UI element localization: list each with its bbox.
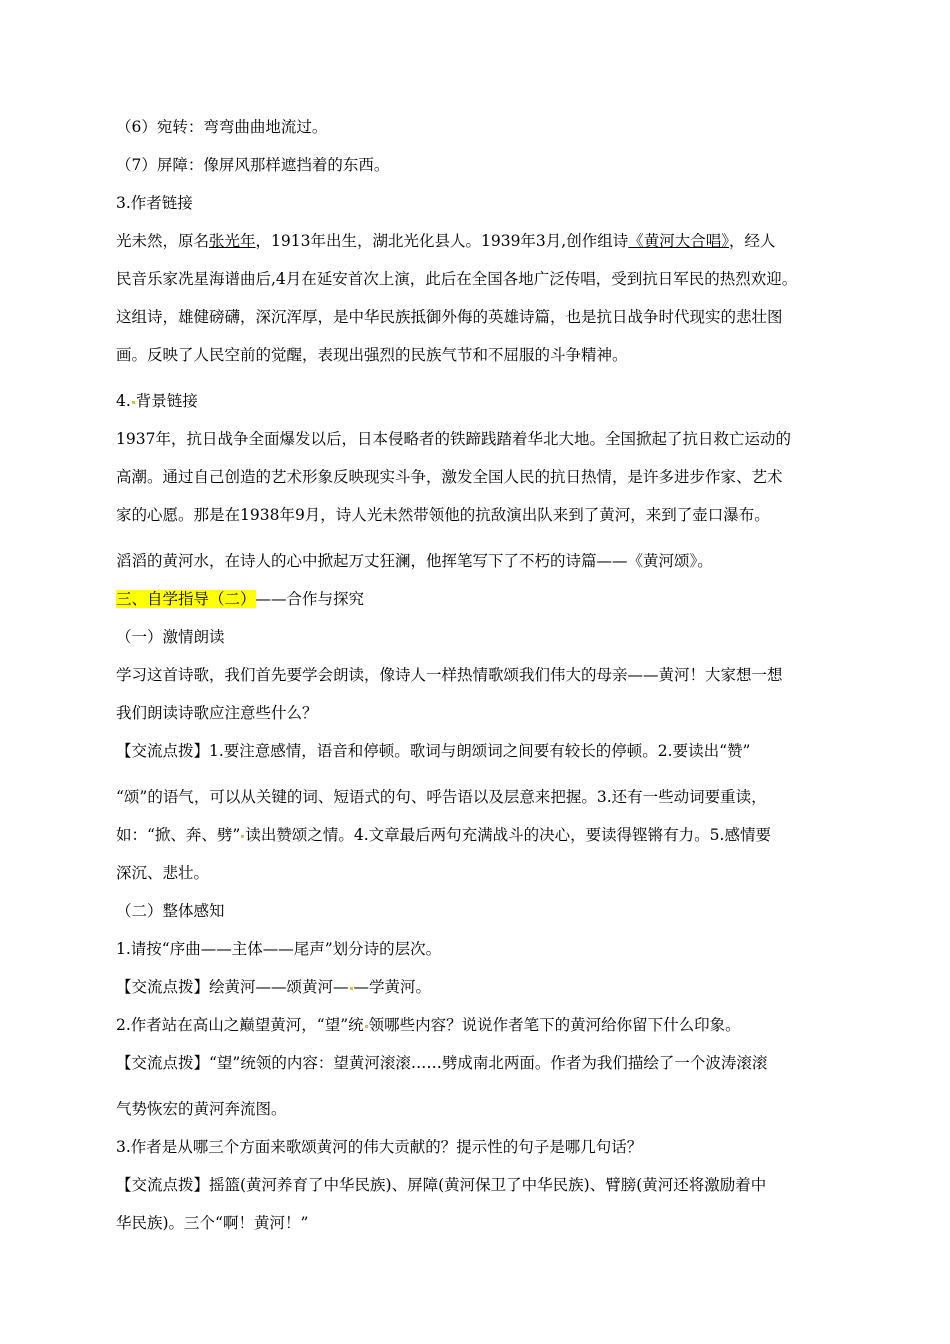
text-span: 读出赞颂之情。4.文章最后两句充满战斗的决心，要读得铿锵有力。5.感情要 [245,826,771,844]
mark-dot [241,835,244,838]
text-line: 高潮。通过自己创造的艺术形象反映现实斗争，激发全国人民的抗日热情，是许多进步作家、艺术 [116,468,783,486]
text-span: 光未然，原名 [116,232,210,250]
text-span: 如：“掀、奔、劈” [116,826,241,844]
text-line: 【交流点拨】“望”统领的内容：望黄河滚滚……劈成南北两面。作者为我们描绘了一个波涛滚滚 [116,1054,768,1072]
section-heading [116,588,836,610]
highlighted-heading: 三、自学指导（二） [116,590,256,608]
text-span: 【交流点拨】绘黄河——颂黄河— [116,978,349,996]
subheading: （一）激情朗读 [116,628,225,646]
text-line [116,824,836,846]
text-span: ——合作与探究 [255,590,365,608]
text-line: 滔滔的黄河水，在诗人的心中掀起万丈狂澜，他挥笔写下了不朽的诗篇——《黄河颂》。 [116,552,713,570]
text-line: （6）宛转：弯弯曲曲地流过。 [116,118,328,136]
text-line: 1.请按“序曲——主体——尾声”划分诗的层次。 [116,940,442,958]
poem-title-link: 《黄河大合唱》 [628,232,729,250]
text-line: 我们朗读诗歌应注意些什么？ [116,704,318,722]
section-heading [116,390,836,412]
text-line: 深沉、悲壮。 [116,864,210,882]
text-line: “颂”的语气，可以从关键的词、短语式的句、呼告语以及层意来把握。3.还有一些动词要重读， [116,788,767,806]
text-line: 1937年，抗日战争全面爆发以后，日本侵略者的铁蹄践踏着华北大地。全国掀起了抗日救亡运动的 [116,430,791,448]
text-line: 学习这首诗歌，我们首先要学会朗读，像诗人一样热情歌颂我们伟大的母亲——黄河！大家想一想 [116,666,783,684]
text-line [116,230,836,252]
text-span: 4. [116,392,131,410]
text-line: 画。反映了人民空前的觉醒，表现出强烈的民族气节和不屈服的斗争精神。 [116,346,628,364]
text-line: 这组诗，雄健磅礴，深沉浑厚，是中华民族抵御外侮的英雄诗篇，也是抗日战争时代现实的悲壮图 [116,308,783,326]
text-span: 背景链接 [135,392,198,410]
text-span: 2.作者站在高山之巅望黄河，“望”统 [116,1016,364,1034]
text-line: 3.作者是从哪三个方面来歌颂黄河的伟大贡献的？提示性的句子是哪几句话？ [116,1138,643,1156]
mark-dot [132,401,135,404]
text-line: 华民族)。三个“啊！黄河！” [116,1214,309,1232]
text-line: 气势恢宏的黄河奔流图。 [116,1100,287,1118]
text-span: 领哪些内容？说说作者笔下的黄河给你留下什么印象。 [368,1016,741,1034]
mark-dot [365,1025,368,1028]
section-heading: 3.作者链接 [116,194,193,212]
mark-dot [350,987,353,990]
text-line: 家的心愿。那是在1938年9月，诗人光未然带领他的抗敌演出队来到了黄河，来到了壶口瀑布。 [116,506,770,524]
text-span: ，经人 [728,232,776,250]
text-line: （7）屏障：像屏风那样遮挡着的东西。 [116,156,390,174]
text-line: 【交流点拨】1.要注意感情，语音和停顿。歌词与朗颂词之间要有较长的停顿。2.要读出“赞” [116,742,751,760]
text-line: 【交流点拨】摇篮(黄河养育了中华民族)、屏障(黄河保卫了中华民族)、臂膀(黄河还将激励着中 [116,1176,767,1194]
subheading: （二）整体感知 [116,902,225,920]
text-line: 民音乐家冼星海谱曲后,4月在延安首次上演，此后在全国各地广泛传唱，受到抗日军民的热烈欢迎。 [116,270,798,288]
text-span: ，1913年出生，湖北光化县人。1939年3月,创作组诗 [255,232,629,250]
author-name-link: 张光年 [209,232,256,250]
text-line [116,976,836,998]
text-span: —学黄河。 [353,978,432,996]
text-line [116,1014,836,1036]
